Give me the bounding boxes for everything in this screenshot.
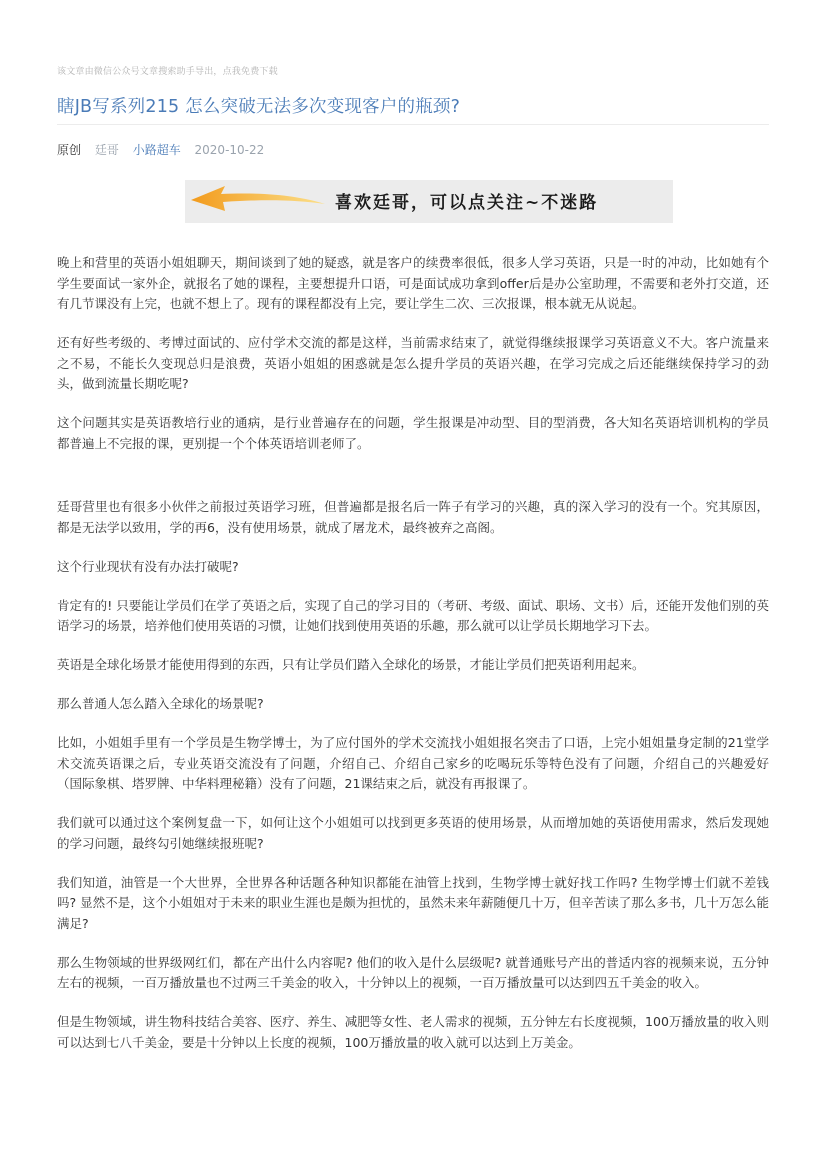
article-meta <box>57 141 274 158</box>
paragraph: 这个行业现状有没有办法打破呢? <box>57 558 239 574</box>
publish-date: 2020-10-22 <box>194 143 265 157</box>
paragraph: 英语是全球化场景才能使用得到的东西，只有让学员们踏入全球化的场景，才能让学员们把英语利用起来。 <box>57 657 645 672</box>
article-body <box>57 253 769 1072</box>
banner-text: 喜欢廷哥，可以点关注~不迷路 <box>335 193 599 213</box>
paragraph: 那么普通人怎么踏入全球化的场景呢? <box>57 696 264 711</box>
article-title: 瞎JB写系列215 怎么突破无法多次变现客户的瓶颈? <box>57 97 461 117</box>
paragraph: 我们就可以通过这个案例复盘一下，如何让这个小姐姐可以找到更多英语的使用场景，从而增加她的英语使用需求，然后发现她的学习问题，最终勾引她继续报班呢? <box>57 815 769 851</box>
title-divider <box>57 124 769 125</box>
original-label: 原创 <box>57 143 82 157</box>
paragraph: 这个问题其实是英语教培行业的通病，是行业普遍存在的问题，学生报课是冲动型、目的型消费，各大知名英语培训机构的学员都普遍上不完报的课，更别提一个个体英语培训老师了。 <box>57 415 769 451</box>
follow-banner <box>185 180 673 223</box>
paragraph: 晚上和营里的英语小姐姐聊天，期间谈到了她的疑惑，就是客户的续费率很低，很多人学习英语，只是一时的冲动，比如她有个学生要面试一家外企，就报名了她的课程，主要想提升口语，可是面试成功拿到offer后是办公室助理，不需要和老外打交道，还有几节课没有上完，也就不想上了。现有的课程都没有上完，要让学生二次、三次报课，根本就无从说起。 <box>57 255 769 311</box>
paragraph: 但是生物领域，讲生物科技结合美容、医疗、养生、减肥等女性、老人需求的视频，五分钟左右长度视频，100万播放量的收入则可以达到七八千美金，要是十分钟以上长度的视频，100万播放量的收入就可以达到上万美金。 <box>57 1014 769 1050</box>
paragraph: 那么生物领域的世界级网红们，都在产出什么内容呢? 他们的收入是什么层级呢? 就普通账号产出的普适内容的视频来说，五分钟左右的视频，一百万播放量也不过两三千美金的收入，十分钟以上的视频，一百万播放量可以达到四五千美金的收入。 <box>57 954 769 990</box>
paragraph: 还有好些考级的、考博过面试的、应付学术交流的都是这样，当前需求结束了，就觉得继续报课学习英语意义不大。客户流量来之不易，不能长久变现总归是浪费，英语小姐姐的困惑就是怎么提升学员的英语兴趣，在学习完成之后还能继续保持学习的劲头，做到流量长期吃呢? <box>57 335 769 391</box>
paragraph: 肯定有的! 只要能让学员们在学了英语之后，实现了自己的学习目的（考研、考级、面试、职场、文书）后，还能开发他们别的英语学习的场景，培养他们使用英语的习惯，让她们找到使用英语的乐趣，那么就可以让学员长期地学习下去。 <box>57 597 769 633</box>
account-link[interactable]: 小路超车 <box>132 143 181 157</box>
export-notice-link[interactable]: 该文章由微信公众号文章搜索助手导出，点我免费下载 <box>57 67 278 77</box>
author-name: 廷哥 <box>94 143 119 157</box>
paragraph: 廷哥营里也有很多小伙伴之前报过英语学习班，但普遍都是报名后一阵子有学习的兴趣，真的深入学习的没有一个。究其原因，都是无法学以致用，学的再6，没有使用场景，就成了屠龙术，最终被弃之高阁。 <box>57 499 769 535</box>
paragraph: 比如，小姐姐手里有一个学员是生物学博士，为了应付国外的学术交流找小姐姐报名突击了口语，上完小姐姐量身定制的21堂学术交流英语课之后，专业英语交流没有了问题，介绍自己、介绍自己家乡的吃喝玩乐等特色没有了问题，介绍自己的兴趣爱好（国际象棋、塔罗牌、中华料理秘籍）没有了问题，21课结束之后，就没有再报课了。 <box>57 735 769 791</box>
paragraph: 我们知道，油管是一个大世界，全世界各种话题各种知识都能在油管上找到，生物学博士就好找工作吗? 生物学博士们就不差钱吗? 显然不是，这个小姐姐对于未来的职业生涯也是颇为担忧的，虽然未来年薪随便几十万，但辛苦读了那么多书，几十万怎么能满足? <box>57 874 769 931</box>
